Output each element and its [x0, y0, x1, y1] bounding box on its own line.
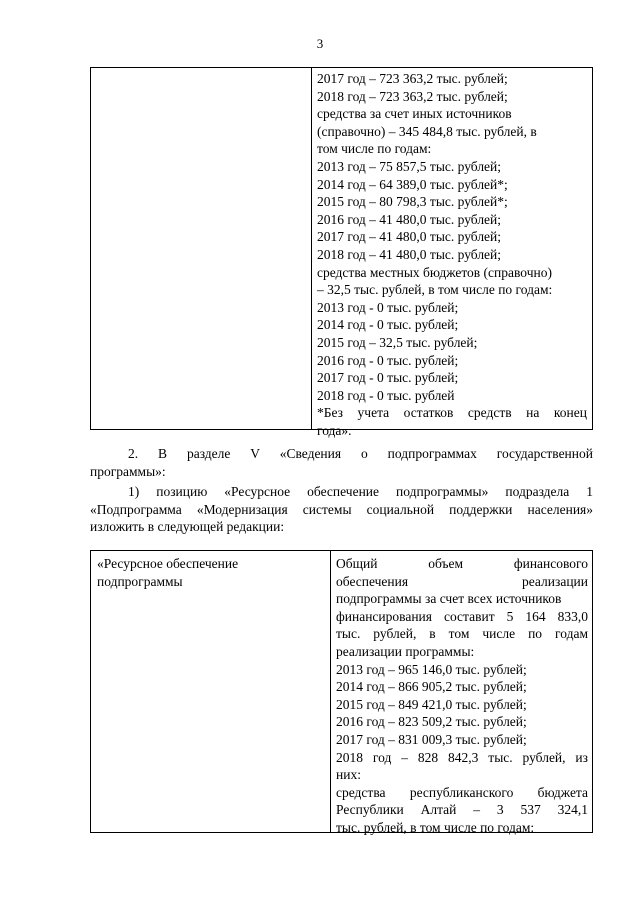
- paragraph-line: 2. В разделе V «Сведения о подпрограммах государственной: [128, 446, 593, 461]
- table-text-line: 2016 год – 823 509,2 тыс. рублей;: [336, 714, 527, 730]
- table-text-line: 2014 год – 866 905,2 тыс. рублей;: [336, 679, 527, 695]
- table-text-line: 2014 год - 0 тыс. рублей;: [317, 317, 459, 333]
- table-text-line: 2013 год – 75 857,5 тыс. рублей;: [317, 158, 502, 174]
- table-text-line: 2017 год – 723 363,2 тыс. рублей;: [317, 71, 508, 86]
- table-text-line: 2013 год - 0 тыс. рублей;: [317, 299, 459, 315]
- table-text-line: «Ресурсное обеспечение: [97, 556, 239, 571]
- table-text-line: средства за счет иных источников: [317, 106, 512, 122]
- table-text-line: 2018 год – 41 480,0 тыс. рублей;: [317, 246, 502, 262]
- table-text-line: подпрограммы за счет всех источников: [336, 591, 562, 607]
- table-text-line: 2015 год – 32,5 тыс. рублей;: [317, 334, 478, 350]
- table-text-line: подпрограммы: [97, 573, 183, 589]
- table-text-line: *Без учета остатков средств на конец: [317, 405, 587, 421]
- table-text-line: них:: [336, 767, 361, 783]
- paragraph-line: 1) позицию «Ресурсное обеспечение подпрограммы» подраздела 1: [128, 484, 593, 499]
- paragraph-line: программы»:: [90, 463, 166, 479]
- table-text-line: Общий объем финансового: [336, 556, 588, 571]
- table-text-line: 2018 год – 723 363,2 тыс. рублей;: [317, 88, 508, 104]
- table-text-line: 2014 год – 64 389,0 тыс. рублей*;: [317, 176, 508, 192]
- table-text-line: 2016 год – 41 480,0 тыс. рублей;: [317, 211, 502, 227]
- table-cell-heading: [97, 555, 323, 590]
- table-text-line: тыс. рублей, в том числе по годам: [336, 626, 588, 642]
- table-text-line: 2017 год – 831 009,3 тыс. рублей;: [336, 731, 527, 747]
- resource-provision-table: [90, 550, 593, 833]
- table-text-line: 2018 год – 828 842,3 тыс. рублей, из: [336, 749, 588, 765]
- table-text-line: тыс. рублей, в том числе по годам:: [336, 819, 535, 835]
- table-text-line: 2013 год – 965 146,0 тыс. рублей;: [336, 661, 527, 677]
- table-text-line: 2016 год - 0 тыс. рублей;: [317, 352, 459, 368]
- table-column-divider: [311, 68, 312, 429]
- funding-table-continued: [90, 67, 593, 438]
- table-column-divider: [330, 551, 331, 832]
- paragraph-line: изложить в следующей редакции:: [90, 519, 285, 535]
- table-text-line: 2017 год – 41 480,0 тыс. рублей;: [317, 229, 502, 245]
- table-text-line: средства местных бюджетов (справочно): [317, 264, 552, 280]
- table-text-line: средства республиканского бюджета: [336, 784, 588, 800]
- table-text-line: (справочно) – 345 484,8 тыс. рублей, в: [317, 123, 537, 139]
- table-text-line: том числе по годам:: [317, 141, 432, 157]
- table-text-line: 2017 год - 0 тыс. рублей;: [317, 370, 459, 386]
- paragraph-amendment: [90, 483, 593, 536]
- table-text-line: 2015 год – 849 421,0 тыс. рублей;: [336, 696, 527, 712]
- paragraph-section-v: [90, 445, 593, 480]
- table-text-line: обеспечения реализации: [336, 573, 588, 589]
- table-cell-funding-details: [317, 70, 587, 439]
- table-text-line: – 32,5 тыс. рублей, в том числе по годам:: [317, 282, 553, 298]
- table-text-line: 2018 год - 0 тыс. рублей: [317, 387, 455, 403]
- table-text-line: года».: [317, 422, 352, 438]
- table-text-line: реализации программы:: [336, 643, 475, 659]
- table-text-line: Республики Алтай – 3 537 324,1: [336, 802, 588, 818]
- table-cell-funding-details: [336, 555, 588, 837]
- table-text-line: 2015 год – 80 798,3 тыс. рублей*;: [317, 194, 508, 210]
- paragraph-line: «Подпрограмма «Модернизация системы социальной поддержки населения»: [90, 501, 593, 517]
- table-text-line: финансирования составит 5 164 833,0: [336, 608, 588, 624]
- page-number: 3: [316, 36, 324, 51]
